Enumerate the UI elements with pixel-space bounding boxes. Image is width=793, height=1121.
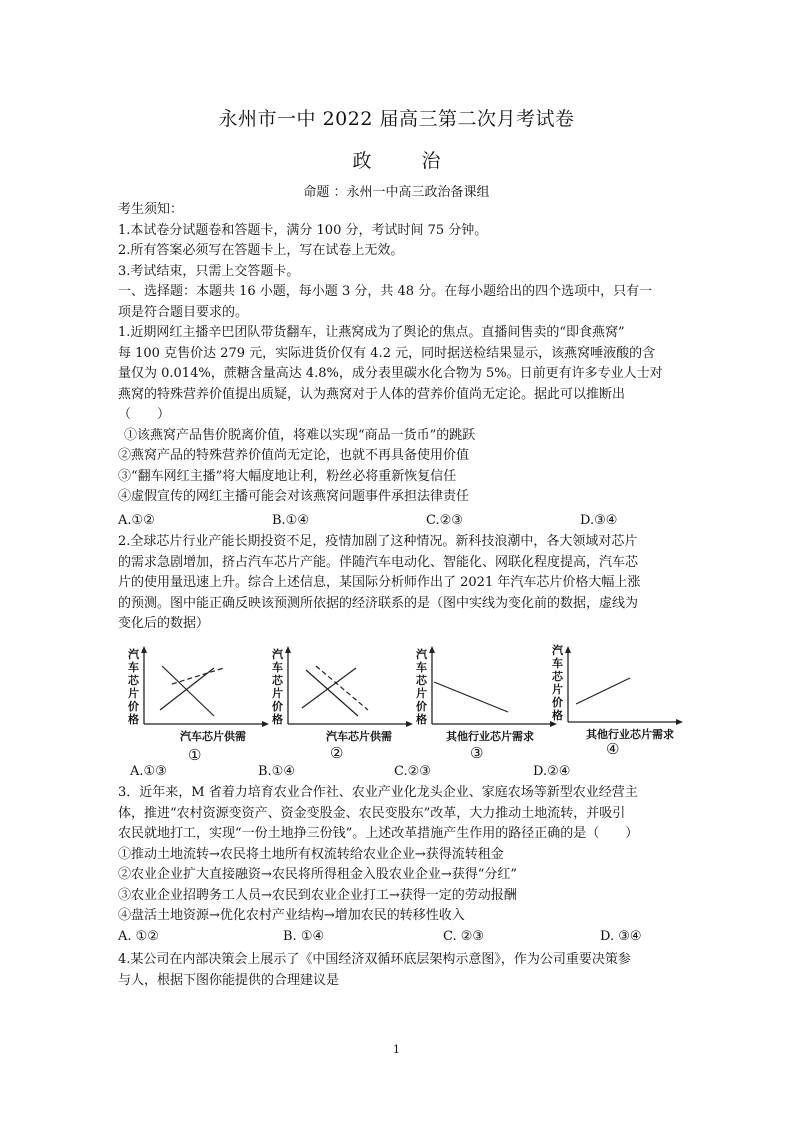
q1-stem-line: 1.近期网红主播辛巴团队带货翻车，让燕窝成为了舆论的焦点。直播间售卖的“即食燕窝” <box>118 325 625 340</box>
question-2 <box>118 532 678 635</box>
notice-block <box>118 200 678 323</box>
q3-statement: ④盘活土地资源→优化农村产业结构→增加农民的转移性收入 <box>118 908 465 923</box>
exam-title: 永州市一中 2022 届高三第二次月考试卷 <box>218 108 575 130</box>
graph-2 <box>268 644 418 764</box>
q3-option-d[interactable]: D. ③④ <box>600 929 642 944</box>
q2-stem-line: 变化后的数据） <box>118 616 210 631</box>
subject-title: 政 治 <box>352 150 463 172</box>
q3-option-a[interactable]: A. ①② <box>118 929 159 944</box>
page-number: 1 <box>393 1043 400 1056</box>
graph-1-number: ① <box>188 746 202 764</box>
q2-stem-line: 的需求急剧增加，挤占汽车芯片产能。伴随汽车电动化、智能化、网联化程度提高，汽车芯 <box>118 554 639 570</box>
q2-option-a[interactable]: A.①③ <box>130 764 167 779</box>
q2-options <box>118 764 678 784</box>
graph-2-x-label: 汽车芯片供需 <box>326 730 392 743</box>
notice-heading: 考生须知： <box>118 202 184 217</box>
graph-2-y-label: 汽车芯片价格 <box>272 648 283 726</box>
graph-4-number: ④ <box>606 740 620 758</box>
graph-3-x-label: 其他行业芯片需求 <box>446 730 534 743</box>
q2-stem-line: 的预测。图中能正确反映该预测所依据的经济联系的是（图中实线为变化前的数据，虚线为 <box>118 595 639 611</box>
q3-option-b[interactable]: B. ①④ <box>283 929 325 944</box>
notice-item: 3.考试结束，只需上交答题卡。 <box>118 263 300 279</box>
q2-option-c[interactable]: C.②③ <box>394 764 431 779</box>
notice-item: 1.本试卷分试题卷和答题卡，满分 100 分，考试时间 75 分钟。 <box>118 222 488 238</box>
q1-statement: ①该燕窝产品售价脱离价值，将难以实现“商品一货币”的跳跃 <box>124 427 476 443</box>
q2-stem-line: 2.全球芯片行业产能长期投资不足，疫情加剧了这种情况。新科技浪潮中，各大领域对芯片 <box>118 534 638 549</box>
q1-option-b[interactable]: B.①④ <box>272 513 309 528</box>
graph-3-number: ③ <box>470 744 484 762</box>
q1-stem-line: 每 100 克售价达 279 元，实际进货价仅有 4.2 元，同时据送检结果显示，该燕窝唾液酸的含 <box>118 345 656 361</box>
graph-1-y-label: 汽车芯片价格 <box>128 648 139 726</box>
question-3 <box>118 783 678 927</box>
q1-answer-bracket: （ ） <box>118 407 171 422</box>
q3-stem-line: 农民就地打工，实现“一份土地挣三份钱”。上述改革措施产生作用的路径正确的是（ ） <box>118 826 639 841</box>
q1-statement: ②燕窝产品的特殊营养价值尚无定论，也就不再具备使用价值 <box>118 448 470 463</box>
q3-stem-line: 体，推进“农村资源变资产、资金变股金、农民变股东”改革，大力推动土地流转，并吸引 <box>118 805 626 821</box>
graph-1-x-label: 汽车芯片供需 <box>180 730 246 743</box>
q2-option-d[interactable]: D.②④ <box>533 764 571 779</box>
graph-4-y-label: 汽车芯片价格 <box>552 644 563 722</box>
notice-item: 2.所有答案必须写在答题卡上，写在试卷上无效。 <box>118 243 404 258</box>
graph-4 <box>548 644 698 764</box>
q4-stem-line: 4.某公司在内部决策会上展示了《中国经济双循环底层架构示意图》，作为公司重要决策参 <box>118 952 631 967</box>
graph-4-x-label: 其他行业芯片需求 <box>586 728 674 741</box>
graph-3 <box>412 644 562 764</box>
q2-stem-line: 片的使用量迅速上升。综合上述信息，某国际分析师作出了 2021 年汽车芯片价格大幅上涨 <box>118 575 641 590</box>
q1-option-a[interactable]: A.①② <box>118 513 155 528</box>
q3-stem-line: 3．近年来，M 省着力培育农业合作社、农业产业化龙头企业、家庭农场等新型农业经营主 <box>118 785 638 800</box>
q3-option-c[interactable]: C. ②③ <box>443 929 485 944</box>
q2-option-b[interactable]: B.①④ <box>258 764 295 779</box>
q3-statement: ②农业企业扩大直接融资→农民将所得租金入股农业企业→获得“分红” <box>118 867 518 882</box>
q1-statement: ③“翻车网红主播”将大幅度地让利，粉丝必将重新恢复信任 <box>118 468 457 484</box>
q1-stem-line: 燕窝的特殊营养价值提出质疑，认为燕窝对于人体的营养价值尚无定论。据此可以推断出 <box>118 386 626 402</box>
graph-3-y-label: 汽车芯片价格 <box>416 648 427 726</box>
graph-1 <box>124 644 274 764</box>
section-heading: 一、选择题：本题共 16 小题，每小题 3 分，共 48 分。在每小题给出的四个选项中，只有一 <box>118 284 653 299</box>
q1-option-c[interactable]: C.②③ <box>426 513 463 528</box>
q3-statement: ①推动土地流转→农民将土地所有权流转给农业企业→获得流转租金 <box>118 846 504 862</box>
question-4 <box>118 950 678 991</box>
q3-statement: ③农业企业招聘务工人员→农民到农业企业打工→获得一定的劳动报酬 <box>118 887 517 903</box>
question-1 <box>118 323 678 508</box>
q1-stem-line: 量仅为 0.014%，蔗糖含量高达 4.8%，成分表里碳水化合物为 5%。日前更有许多专业人士对 <box>118 366 663 381</box>
q1-options <box>118 513 678 533</box>
graph-2-number: ② <box>330 744 344 762</box>
author-line: 命题 ：永州一中高三政治备课组 <box>303 185 490 200</box>
section-heading-cont: 项是符合题目要求的。 <box>118 304 249 320</box>
q4-stem-line: 与人，根据下图你能提供的合理建议是 <box>118 972 340 988</box>
q3-options <box>118 929 678 949</box>
q1-option-d[interactable]: D.③④ <box>580 513 618 528</box>
q1-statement: ④虚假宣传的网红主播可能会对该燕窝问题事件承担法律责任 <box>118 489 470 504</box>
